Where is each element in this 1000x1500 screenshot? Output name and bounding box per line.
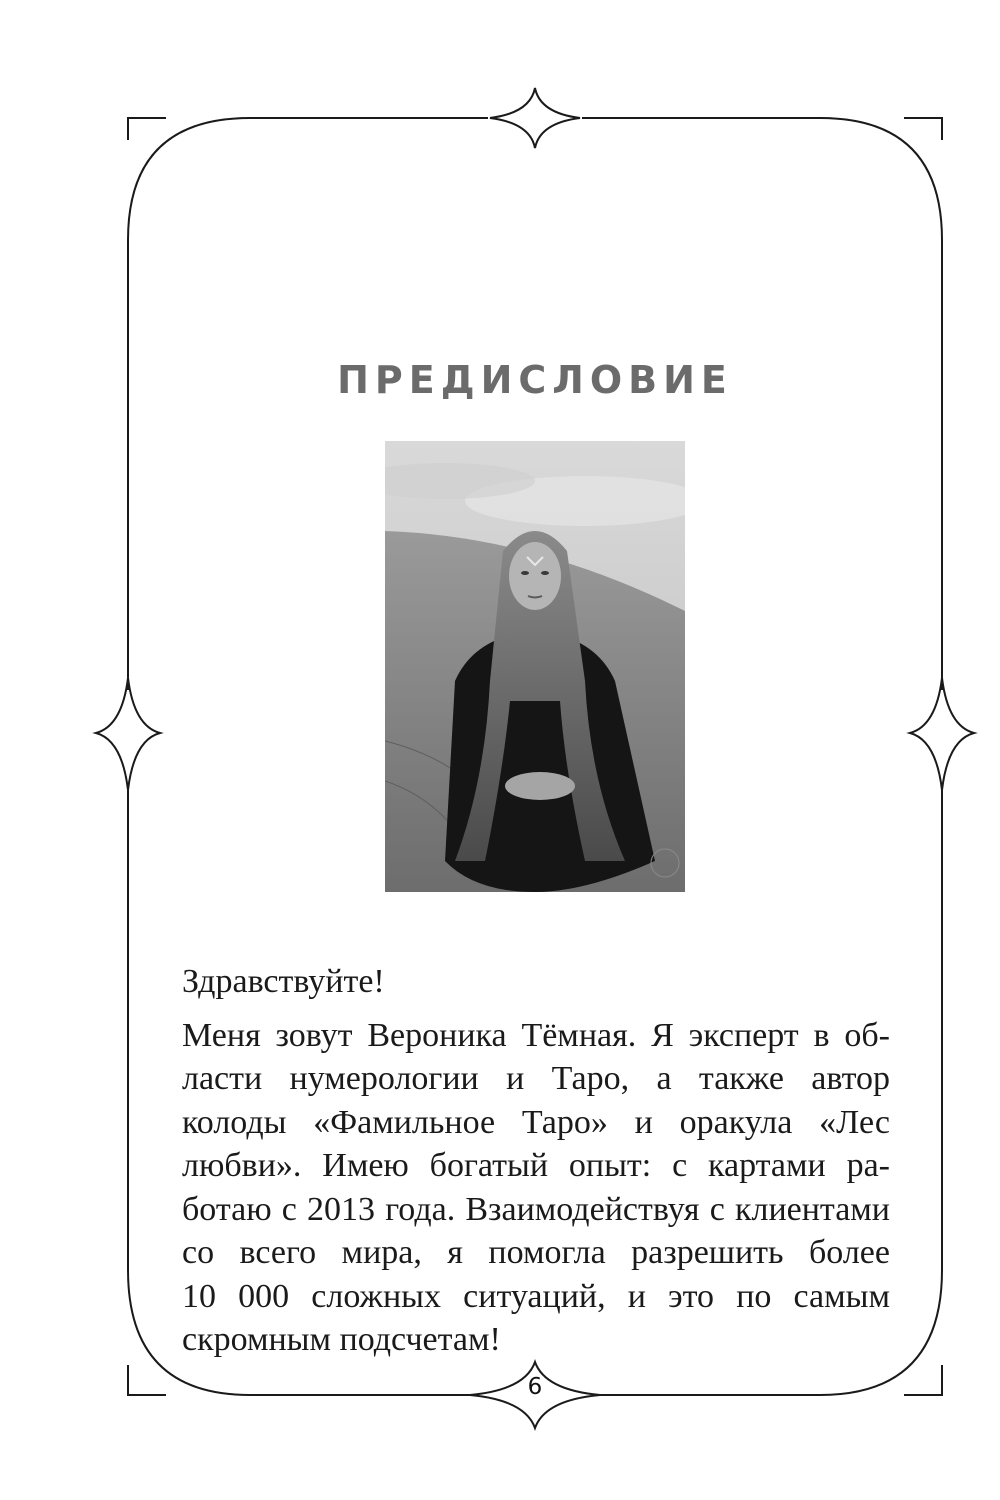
paragraph-line: ботаю с 2013 года. Взаимодействуя с клиентами xyxy=(182,1190,890,1228)
body-text xyxy=(182,960,890,1362)
greeting: Здравствуйте! xyxy=(182,963,385,1000)
paragraph-line: 10 000 сложных ситуаций, и это по самым xyxy=(182,1277,890,1315)
right-diamond-icon xyxy=(910,678,974,790)
paragraph-line: скромным подсчетам! xyxy=(182,1321,501,1358)
paragraph-line: ласти нумерологии и Таро, а также автор xyxy=(182,1060,890,1097)
page-title: ПРЕДИСЛОВИЕ xyxy=(337,358,733,402)
portrait-photo xyxy=(385,441,685,892)
top-diamond-icon xyxy=(490,88,580,148)
paragraph-line: Меня зовут Вероника Тёмная. Я эксперт в об- xyxy=(182,1016,890,1054)
paragraph-line: колоды «Фамильное Таро» и оракула «Лес xyxy=(182,1103,890,1141)
left-diamond-icon xyxy=(96,678,160,790)
page-number: 6 xyxy=(527,1374,543,1400)
paragraph-line: со всего мира, я помогла разрешить более xyxy=(182,1234,890,1271)
paragraph-line: любви». Имею богатый опыт: с картами ра- xyxy=(182,1147,890,1184)
